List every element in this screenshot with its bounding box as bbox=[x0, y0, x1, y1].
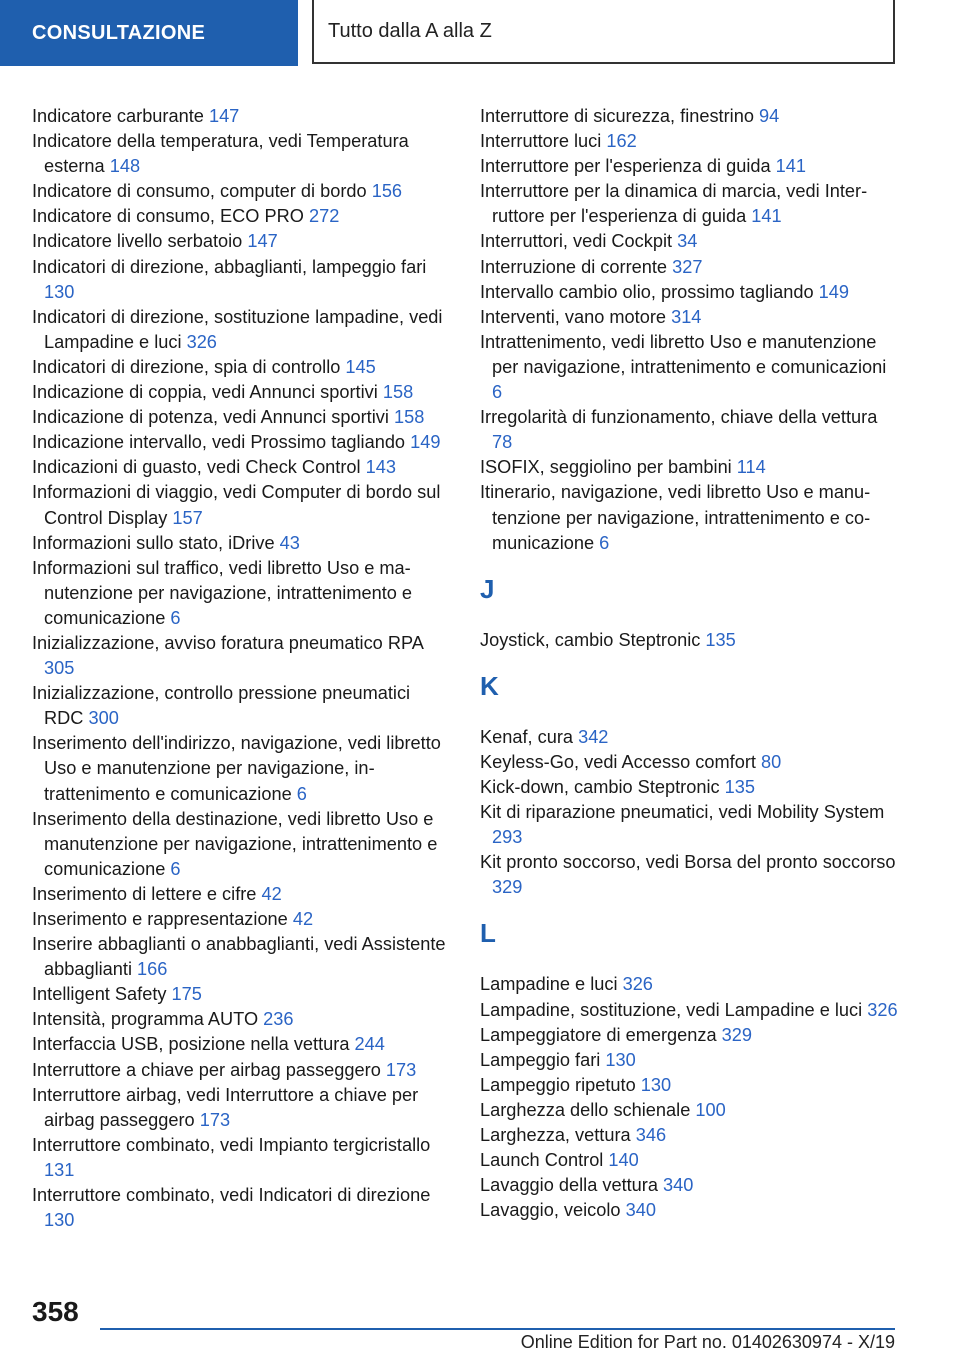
page-reference-link[interactable]: 236 bbox=[263, 1009, 294, 1030]
index-entry bbox=[32, 681, 452, 731]
index-entry-text: Interruzione di corrente bbox=[480, 256, 668, 277]
index-entry-text: Intelligent Safety bbox=[32, 984, 167, 1005]
index-entry-text: Informazioni sullo stato, iDrive bbox=[32, 532, 275, 553]
index-entry-text: Lampadine e luci bbox=[480, 974, 618, 995]
page-reference-link[interactable]: 305 bbox=[44, 658, 75, 679]
page-reference-link[interactable]: 147 bbox=[208, 106, 240, 126]
page-reference-link[interactable]: 135 bbox=[724, 776, 755, 797]
index-entry bbox=[480, 179, 900, 229]
index-letter-k: K bbox=[480, 670, 499, 701]
page-reference-link[interactable]: 34 bbox=[677, 231, 698, 252]
page-reference-link[interactable]: 162 bbox=[606, 131, 637, 152]
index-entry bbox=[480, 1173, 900, 1198]
index-entry bbox=[32, 907, 452, 932]
index-entry-text: Kit pronto soccorso, vedi Borsa del pronto soccorso bbox=[480, 852, 896, 873]
index-entry bbox=[32, 1032, 452, 1057]
page-reference-link[interactable]: 140 bbox=[608, 1150, 639, 1171]
page-reference-link[interactable]: 130 bbox=[44, 1210, 75, 1231]
index-entry-text: Indicatore della temperatura, vedi Temperatura esterna bbox=[32, 131, 409, 177]
index-column-left bbox=[32, 104, 452, 1233]
index-entry-text: Kick-down, cambio Steptronic bbox=[480, 776, 720, 797]
page-reference-link[interactable]: 143 bbox=[365, 457, 396, 478]
index-letter-j: J bbox=[480, 573, 495, 604]
page-reference-link[interactable]: 145 bbox=[345, 356, 376, 377]
index-entry-text: Larghezza, vettura bbox=[480, 1125, 631, 1145]
index-entry bbox=[480, 305, 900, 330]
index-entry bbox=[32, 229, 452, 254]
index-group-i-continued bbox=[480, 104, 900, 556]
index-entry bbox=[480, 800, 900, 850]
index-entry-text: Lampeggiatore di emergenza bbox=[480, 1024, 717, 1045]
page-reference-link[interactable]: 158 bbox=[393, 407, 425, 428]
page-reference-link[interactable]: 6 bbox=[296, 783, 307, 804]
index-group-k bbox=[480, 725, 900, 901]
page-reference-link[interactable]: 6 bbox=[599, 532, 610, 553]
index-entry bbox=[32, 932, 452, 982]
index-entry-text: Indicatori di direzione, sostituzione lampadine, vedi Lampadine e luci bbox=[32, 306, 443, 352]
index-entry bbox=[32, 255, 452, 305]
index-entry bbox=[32, 531, 452, 556]
page-reference-link[interactable]: 114 bbox=[736, 457, 766, 478]
index-entry-text: Indicazione di potenza, vedi Annunci sportivi bbox=[32, 407, 389, 428]
page-reference-link[interactable]: 130 bbox=[605, 1049, 636, 1070]
page-reference-link[interactable]: 94 bbox=[759, 106, 780, 126]
index-entry bbox=[32, 731, 452, 806]
page-reference-link[interactable]: 78 bbox=[492, 432, 513, 453]
index-entry-text: Inserimento e rappresentazione bbox=[32, 909, 288, 929]
page-reference-link[interactable]: 42 bbox=[292, 909, 314, 929]
page-number: 358 bbox=[32, 1296, 79, 1327]
page-reference-link[interactable]: 135 bbox=[705, 629, 736, 650]
index-entry bbox=[480, 998, 900, 1023]
index-entry-text: Kenaf, cura bbox=[480, 726, 574, 747]
index-entry bbox=[32, 1133, 452, 1183]
page-reference-link[interactable]: 340 bbox=[625, 1200, 656, 1221]
page-reference-link[interactable]: 42 bbox=[261, 883, 282, 904]
index-entry-text: Interruttore combinato, vedi Indicatori di direzione bbox=[32, 1185, 431, 1206]
index-entry bbox=[480, 750, 900, 775]
index-entry-text: Indicazione intervallo, vedi Prossimo tagliando bbox=[32, 432, 406, 453]
index-entry-text: Lampadine, sostituzione, vedi Lampadine e luci bbox=[480, 999, 863, 1020]
page-reference-link[interactable]: 6 bbox=[492, 382, 503, 403]
index-entry bbox=[32, 1007, 452, 1032]
page-reference-link[interactable]: 329 bbox=[721, 1024, 753, 1045]
index-entry bbox=[32, 455, 452, 480]
page-reference-link[interactable]: 6 bbox=[170, 858, 181, 879]
index-entry bbox=[480, 330, 900, 405]
index-entry bbox=[32, 556, 452, 631]
index-entry-text: Indicatore carburante bbox=[32, 106, 204, 126]
page-reference-link[interactable]: 300 bbox=[88, 708, 119, 729]
page-reference-link[interactable]: 327 bbox=[672, 256, 703, 277]
page-reference-link[interactable]: 158 bbox=[382, 382, 414, 403]
index-letter-l: L bbox=[480, 918, 496, 949]
index-entry-text: Launch Control bbox=[480, 1150, 604, 1171]
index-entry-text: Informazioni sul traffico, vedi libretto Uso e manutenzione per navigazione, intrattenimento e comunicazione bbox=[32, 557, 413, 628]
index-entry bbox=[32, 305, 452, 355]
page-reference-link[interactable]: 131 bbox=[44, 1159, 75, 1180]
index-entry bbox=[32, 204, 452, 229]
index-entry-text: Inizializzazione, avviso foratura pneumatico RPA bbox=[32, 632, 423, 653]
index-entry-text: Informazioni di viaggio, vedi Computer di bordo sul Control Display bbox=[32, 482, 441, 528]
index-entry bbox=[480, 1073, 900, 1098]
index-entry-text: Lampeggio ripetuto bbox=[480, 1074, 636, 1095]
index-entry-text: Indicatore di consumo, ECO PRO bbox=[32, 206, 304, 227]
index-entry-text: Interruttore combinato, vedi Impianto tergicristallo bbox=[32, 1134, 431, 1155]
index-entry bbox=[32, 982, 452, 1007]
index-entry-text: Itinerario, navigazione, vedi libretto Uso e manutenzione per navigazione, intrattenimento e comunicazione bbox=[480, 482, 871, 553]
index-entry-text: Interruttore a chiave per airbag passeggero bbox=[32, 1059, 381, 1080]
index-entry bbox=[32, 430, 452, 455]
index-entry-text: Indicatori di direzione, abbaglianti, lampeggio fari bbox=[32, 256, 427, 277]
index-entry bbox=[32, 1058, 452, 1083]
index-entry-text: Keyless-Go, vedi Accesso comfort bbox=[480, 751, 756, 772]
index-entry bbox=[32, 355, 452, 380]
index-entry-text: Intervallo cambio olio, prossimo tagliando bbox=[480, 281, 814, 302]
page-reference-link[interactable]: 314 bbox=[671, 306, 702, 327]
page-reference-link[interactable]: 326 bbox=[186, 331, 217, 352]
index-entry-text: Inserimento della destinazione, vedi libretto Uso e manutenzione per navigazione, intrattenimento e comunicazione bbox=[32, 808, 438, 879]
page-reference-link[interactable]: 293 bbox=[492, 827, 523, 848]
index-entry-text: Larghezza dello schienale bbox=[480, 1099, 691, 1120]
page-reference-link[interactable]: 166 bbox=[137, 959, 168, 980]
index-entry bbox=[480, 775, 900, 800]
index-entry bbox=[480, 850, 900, 900]
index-entry-text: Indicatore di consumo, computer di bordo bbox=[32, 181, 367, 202]
page-reference-link[interactable]: 340 bbox=[663, 1175, 694, 1196]
index-column-right bbox=[480, 104, 900, 1223]
index-entry bbox=[480, 455, 900, 480]
page-reference-link[interactable]: 141 bbox=[751, 206, 782, 227]
index-entry-text: Lavaggio, veicolo bbox=[480, 1200, 621, 1221]
index-entry bbox=[32, 380, 452, 405]
index-entry bbox=[32, 104, 452, 129]
page-reference-link[interactable]: 326 bbox=[867, 999, 898, 1020]
index-entry bbox=[480, 628, 900, 653]
page-reference-link[interactable]: 342 bbox=[578, 726, 609, 747]
index-entry bbox=[480, 1198, 900, 1223]
index-entry-text: Intensità, programma AUTO bbox=[32, 1009, 259, 1030]
page-reference-link[interactable]: 173 bbox=[199, 1109, 231, 1130]
index-entry bbox=[32, 1183, 452, 1233]
page-reference-link[interactable]: 130 bbox=[44, 281, 75, 302]
index-entry-text: Interfaccia USB, posizione nella vettura bbox=[32, 1034, 350, 1055]
page-reference-link[interactable]: 147 bbox=[247, 231, 278, 252]
page-reference-link[interactable]: 272 bbox=[308, 206, 340, 227]
index-entry-text: Inserire abbaglianti o anabbaglianti, vedi Assistente abbaglianti bbox=[32, 934, 446, 980]
index-entry-text: Interruttore luci bbox=[480, 131, 602, 152]
index-entry bbox=[32, 882, 452, 907]
page-reference-link[interactable]: 346 bbox=[635, 1125, 667, 1145]
index-entry-text: Indicatore livello serbatoio bbox=[32, 231, 243, 252]
index-entry bbox=[480, 229, 900, 254]
page-reference-link[interactable]: 244 bbox=[354, 1034, 385, 1055]
index-entry-text: Joystick, cambio Steptronic bbox=[480, 629, 701, 650]
page-reference-link[interactable]: 43 bbox=[279, 532, 300, 553]
page-reference-link[interactable]: 329 bbox=[492, 877, 523, 898]
index-entry bbox=[32, 405, 452, 430]
footer-divider bbox=[100, 1328, 895, 1330]
index-entry bbox=[480, 405, 900, 455]
page-reference-link[interactable]: 156 bbox=[371, 181, 403, 202]
index-entry bbox=[480, 1098, 900, 1123]
index-entry-text: Interruttore airbag, vedi Interruttore a chiave per airbag passeggero bbox=[32, 1084, 419, 1130]
index-entry-text: Indicazioni di guasto, vedi Check Control bbox=[32, 457, 361, 478]
page-reference-link[interactable]: 173 bbox=[385, 1059, 417, 1080]
page-reference-link[interactable]: 149 bbox=[410, 432, 441, 453]
index-entry-text: Interruttore per l'esperienza di guida bbox=[480, 156, 771, 177]
page-reference-link[interactable]: 175 bbox=[171, 984, 202, 1005]
index-entry bbox=[480, 1148, 900, 1173]
index-entry bbox=[32, 631, 452, 681]
index-entry bbox=[32, 807, 452, 882]
index-entry bbox=[480, 255, 900, 280]
index-entry bbox=[32, 129, 452, 179]
index-entry-text: Interventi, vano motore bbox=[480, 306, 667, 327]
index-entry bbox=[480, 725, 900, 750]
index-entry-text: Interruttore di sicurezza, finestrino bbox=[480, 106, 754, 126]
index-entry bbox=[480, 1123, 900, 1148]
page-reference-link[interactable]: 141 bbox=[775, 156, 807, 177]
index-entry bbox=[480, 1048, 900, 1073]
index-entry bbox=[480, 972, 900, 997]
index-entry-text: Inserimento di lettere e cifre bbox=[32, 883, 257, 904]
index-group-j bbox=[480, 628, 900, 653]
index-entry-text: Inizializzazione, controllo pressione pneumatici RDC bbox=[32, 683, 411, 729]
index-entry-text: Lampeggio fari bbox=[480, 1049, 601, 1070]
index-entry bbox=[480, 104, 900, 129]
index-entry bbox=[480, 154, 900, 179]
index-entry bbox=[32, 179, 452, 204]
index-entry bbox=[480, 129, 900, 154]
page-reference-link[interactable]: 148 bbox=[109, 156, 141, 177]
page-reference-link[interactable]: 6 bbox=[170, 607, 181, 628]
index-entry bbox=[480, 1023, 900, 1048]
page-reference-link[interactable]: 157 bbox=[172, 507, 203, 528]
index-entry-text: Indicazione di coppia, vedi Annunci sportivi bbox=[32, 382, 378, 403]
index-entry bbox=[480, 480, 900, 555]
page-reference-link[interactable]: 100 bbox=[695, 1099, 726, 1120]
index-group-l bbox=[480, 972, 900, 1223]
page-reference-link[interactable]: 130 bbox=[640, 1074, 672, 1095]
index-entry-text: Lavaggio della vettura bbox=[480, 1175, 658, 1196]
index-entry-text: Kit di riparazione pneumatici, vedi Mobility System bbox=[480, 802, 885, 823]
page-title: Tutto dalla A alla Z bbox=[312, 0, 895, 64]
page-reference-link[interactable]: 326 bbox=[622, 974, 653, 995]
index-entry-text: Interruttore per la dinamica di marcia, vedi Interruttore per l'esperienza di guida bbox=[480, 181, 868, 227]
index-entry bbox=[480, 280, 900, 305]
index-entry bbox=[32, 1083, 452, 1133]
edition-note: Online Edition for Part no. 01402630974 - X/19 bbox=[520, 1332, 895, 1352]
index-entry-text: Intrattenimento, vedi libretto Uso e manutenzione per navigazione, intrattenimento e comunicazioni bbox=[480, 331, 887, 377]
index-entry-text: Inserimento dell'indirizzo, navigazione, vedi libretto Uso e manutenzione per navigazione, intrattenimento e comunicazione bbox=[32, 733, 441, 804]
section-tab: CONSULTAZIONE bbox=[0, 0, 298, 66]
index-entry-text: Irregolarità di funzionamento, chiave della vettura bbox=[480, 407, 878, 428]
page-reference-link[interactable]: 80 bbox=[761, 751, 782, 772]
index-entry bbox=[32, 480, 452, 530]
page-reference-link[interactable]: 149 bbox=[818, 281, 850, 302]
index-entry-text: Interruttori, vedi Cockpit bbox=[480, 231, 673, 252]
index-entry-text: ISOFIX, seggiolino per bambini bbox=[480, 457, 732, 478]
index-entry-text: Indicatori di direzione, spia di controllo bbox=[32, 356, 341, 377]
